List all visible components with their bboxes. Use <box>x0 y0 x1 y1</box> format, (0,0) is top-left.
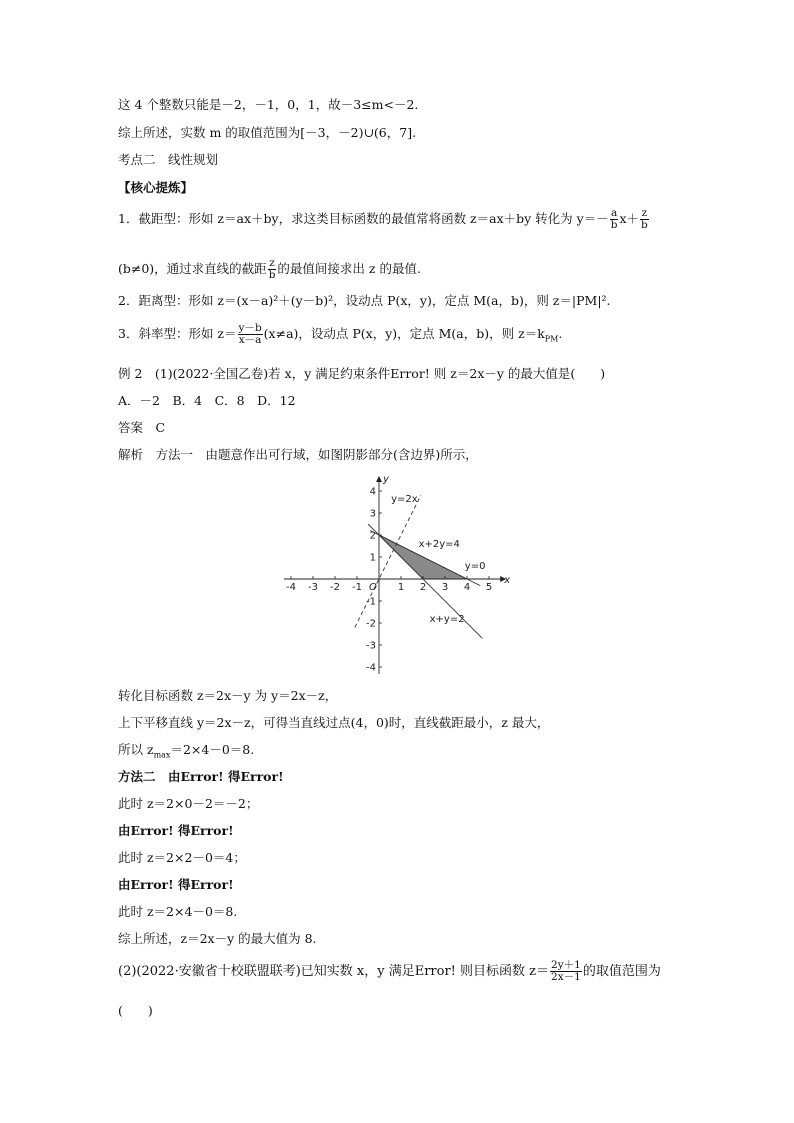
fraction-numerator: y－b <box>238 322 262 334</box>
y-tick-label: -3 <box>366 640 376 652</box>
x-tick-label: 5 <box>485 582 493 593</box>
x-tick-label: 1 <box>397 582 405 593</box>
example-2-question: 例 2 (1)(2022·全国乙卷)若 x，y 满足约束条件Error! 则 z＝2x－y 的最大值是( ) <box>118 366 606 381</box>
fraction-numerator: z <box>641 207 648 219</box>
x-axis-label: x <box>504 575 511 586</box>
y-tick-label: -4 <box>366 662 376 674</box>
intercept-type-text-b: x＋ <box>619 211 640 226</box>
intercept-type-line <box>118 208 650 231</box>
example-2-part-2 <box>118 960 661 983</box>
text-line-15 <box>118 742 254 764</box>
fraction-target <box>550 960 582 983</box>
fraction-a-over-b <box>610 208 619 231</box>
y-tick-label: -1 <box>366 596 376 608</box>
fraction-z-over-b <box>640 208 649 231</box>
text-line-20: 由Error! 得Error! <box>118 877 234 892</box>
feasible-region-graph <box>284 474 514 674</box>
slope-type-text-c: . <box>558 326 563 341</box>
x-tick-label: 4 <box>463 582 471 593</box>
x-tick-label: -4 <box>286 582 296 593</box>
example-2-options: A．－2 B．4 C．8 D．12 <box>118 393 296 408</box>
x-tick-label: -2 <box>330 582 340 593</box>
slope-type-line <box>118 323 562 348</box>
label-x-y-2: x+y=2 <box>429 613 465 625</box>
y-axis-label: y <box>383 474 389 486</box>
origin-label: O <box>369 582 377 593</box>
x-tick-label: -1 <box>352 582 362 593</box>
fraction-slope <box>238 323 263 346</box>
part-2-blank: ( ) <box>118 1003 153 1018</box>
fraction-denominator: b <box>268 269 276 281</box>
y-tick-label: 2 <box>369 530 376 542</box>
slope-type-text-b: (x≠a)，设动点 P(x，y)，定点 M(a，b)，则 z＝k <box>263 326 545 341</box>
text-line-22: 综上所述，z＝2x－y 的最大值为 8. <box>118 931 317 946</box>
core-summary-heading: 【核心提炼】 <box>118 180 194 195</box>
y-axis-arrow <box>376 476 382 482</box>
y-tick-label: 4 <box>369 486 376 498</box>
text-line-21: 此时 z＝2×4－0＝8. <box>118 904 238 919</box>
section-heading: 考点二 线性规划 <box>118 152 219 167</box>
intercept-type-text-a: 1．截距型：形如 z＝ax＋by，求这类目标函数的最值常将函数 z＝ax＋by 转化为 y＝－ <box>118 211 609 226</box>
text-line-14: 上下平移直线 y＝2x－z，可得当直线过点(4，0)时，直线截距最小，z 最大， <box>118 715 550 730</box>
distance-type-line: 2．距离型：形如 z＝(x－a)²＋(y－b)²，设动点 P(x，y)，定点 M(a，b)，则 z＝|PM|². <box>118 293 611 308</box>
fraction-numerator: a <box>610 207 618 219</box>
zmax-subscript: max <box>153 750 171 760</box>
part-2-text-a: (2)(2022·安徽省十校联盟联考)已知实数 x，y 满足Error! 则目标函数 z＝ <box>118 964 550 979</box>
fraction-numerator: z <box>269 257 275 269</box>
x-tick-label: 3 <box>441 582 449 593</box>
text-line-18: 由Error! 得Error! <box>118 823 234 838</box>
solution-line: 解析 方法一 由题意作出可行域，如图阴影部分(含边界)所示， <box>118 447 478 462</box>
text-line-17: 此时 z＝2×0－2＝－2； <box>118 796 259 811</box>
text-line-19: 此时 z＝2×2－0＝4； <box>118 850 246 865</box>
answer-line: 答案 C <box>118 420 166 435</box>
slope-subscript: PM <box>544 334 559 344</box>
fraction-denominator: 2x－1 <box>551 971 581 983</box>
intercept-type-text-d: 的最值间接求出 z 的最值. <box>277 261 421 276</box>
label-y-2x: y=2x <box>391 494 418 505</box>
intercept-type-text-c: (b≠0)，通过求直线的截距 <box>118 261 267 276</box>
fraction-denominator: b <box>641 219 648 231</box>
y-tick-label: -2 <box>366 618 376 630</box>
label-y-0: y=0 <box>464 561 486 573</box>
fraction-denominator: b <box>610 219 618 231</box>
text-line-2: 综上所述，实数 m 的取值范围为[－3，－2)∪(6，7]. <box>118 125 417 140</box>
fraction-numerator: 2y＋1 <box>551 959 581 971</box>
method-two-line: 方法二 由Error! 得Error! <box>118 769 284 784</box>
fraction-denominator: x－a <box>238 334 262 346</box>
zmax-text-b: ＝2×4－0＝8. <box>170 742 255 757</box>
y-tick-label: 1 <box>369 552 376 564</box>
intercept-type-line-2 <box>118 258 421 281</box>
fraction-z-over-b-2 <box>268 258 277 281</box>
zmax-text-a: 所以 z <box>118 742 154 757</box>
text-line-1: 这 4 个整数只能是－2，－1，0，1，故－3≤m<－2. <box>118 97 419 112</box>
part-2-text-b: 的取值范围为 <box>582 964 661 979</box>
x-tick-label: -3 <box>308 582 318 593</box>
slope-type-text-a: 3．斜率型：形如 z＝ <box>118 326 237 341</box>
label-x-2y-4: x+2y=4 <box>418 539 460 551</box>
y-tick-label: 3 <box>369 508 376 520</box>
text-line-13: 转化目标函数 z＝2x－y 为 y＝2x－z， <box>118 688 338 703</box>
x-tick-label: 2 <box>419 582 427 593</box>
